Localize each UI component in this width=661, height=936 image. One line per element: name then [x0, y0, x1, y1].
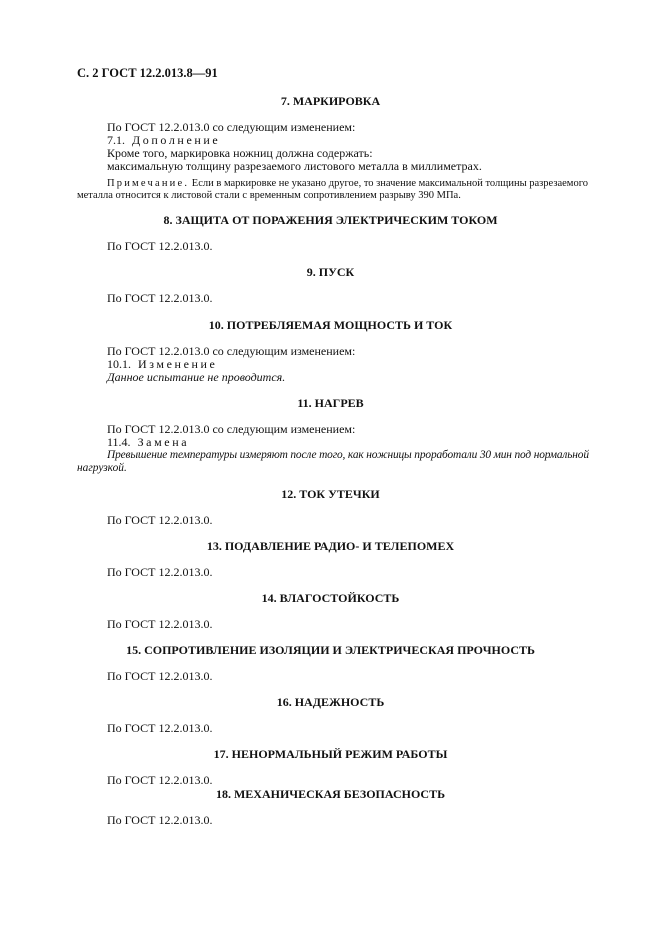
section-17-title: 17. НЕНОРМАЛЬНЫЙ РЕЖИМ РАБОТЫ — [213, 747, 448, 761]
subclause-number: 10.1. — [107, 357, 131, 371]
section-11-para-1: По ГОСТ 12.2.013.0 со следующим изменением: — [107, 422, 356, 436]
section-7-note-cont: металла относится к листовой стали с временным сопротивлением разрыву 390 МПа. — [77, 190, 461, 201]
section-7-para-1: По ГОСТ 12.2.013.0 со следующим изменением: — [107, 120, 356, 134]
subclause-word: Изменение — [138, 357, 218, 371]
subclause-word: Замена — [137, 435, 190, 449]
section-8-title: 8. ЗАЩИТА ОТ ПОРАЖЕНИЯ ЭЛЕКТРИЧЕСКИМ ТОКОМ — [163, 213, 498, 227]
section-18-text: По ГОСТ 12.2.013.0. — [107, 813, 213, 827]
section-9-title: 9. ПУСК — [306, 265, 355, 279]
note-word: Примечание. — [107, 178, 190, 189]
section-14-text: По ГОСТ 12.2.013.0. — [107, 617, 213, 631]
section-16-text: По ГОСТ 12.2.013.0. — [107, 721, 213, 735]
section-7-para-4: максимальную толщину разрезаемого листового металла в миллиметрах. — [107, 159, 482, 173]
section-11-title: 11. НАГРЕВ — [297, 396, 364, 410]
note-text: Если в маркировке не указано другое, то значение максимальной толщины разрезаемого — [191, 178, 588, 189]
subclause-word: Дополнение — [132, 133, 221, 147]
section-18-title: 18. МЕХАНИЧЕСКАЯ БЕЗОПАСНОСТЬ — [215, 787, 446, 801]
section-7-para-3: Кроме того, маркировка ножниц должна содержать: — [107, 146, 373, 160]
section-15-text: По ГОСТ 12.2.013.0. — [107, 669, 213, 683]
section-7-note — [107, 178, 588, 190]
section-11-para-3: Превышение температуры измеряют после того, как ножницы проработали 30 мин под нормальной — [107, 449, 589, 461]
section-11-para-4: нагрузкой. — [77, 462, 127, 474]
subclause-number: 7.1. — [107, 133, 125, 147]
section-7-title: 7. МАРКИРОВКА — [280, 94, 381, 108]
page-header: С. 2 ГОСТ 12.2.013.8—91 — [77, 66, 218, 80]
section-15-title: 15. СОПРОТИВЛЕНИЕ ИЗОЛЯЦИИ И ЭЛЕКТРИЧЕСКАЯ ПРОЧНОСТЬ — [126, 643, 535, 657]
section-13-title: 13. ПОДАВЛЕНИЕ РАДИО- И ТЕЛЕПОМЕХ — [206, 539, 455, 553]
section-8-text: По ГОСТ 12.2.013.0. — [107, 239, 213, 253]
section-14-title: 14. ВЛАГОСТОЙКОСТЬ — [261, 591, 400, 605]
section-11-subclause — [107, 436, 189, 449]
section-10-para-1: По ГОСТ 12.2.013.0 со следующим изменением: — [107, 344, 356, 358]
section-12-title: 12. ТОК УТЕЧКИ — [281, 487, 380, 501]
section-12-text: По ГОСТ 12.2.013.0. — [107, 513, 213, 527]
section-10-title: 10. ПОТРЕБЛЯЕМАЯ МОЩНОСТЬ И ТОК — [208, 318, 453, 332]
section-17-text: По ГОСТ 12.2.013.0. — [107, 773, 213, 787]
section-13-text: По ГОСТ 12.2.013.0. — [107, 565, 213, 579]
section-9-text: По ГОСТ 12.2.013.0. — [107, 291, 213, 305]
section-10-para-3: Данное испытание не проводится. — [107, 370, 286, 384]
section-16-title: 16. НАДЕЖНОСТЬ — [276, 695, 385, 709]
subclause-number: 11.4. — [107, 435, 131, 449]
